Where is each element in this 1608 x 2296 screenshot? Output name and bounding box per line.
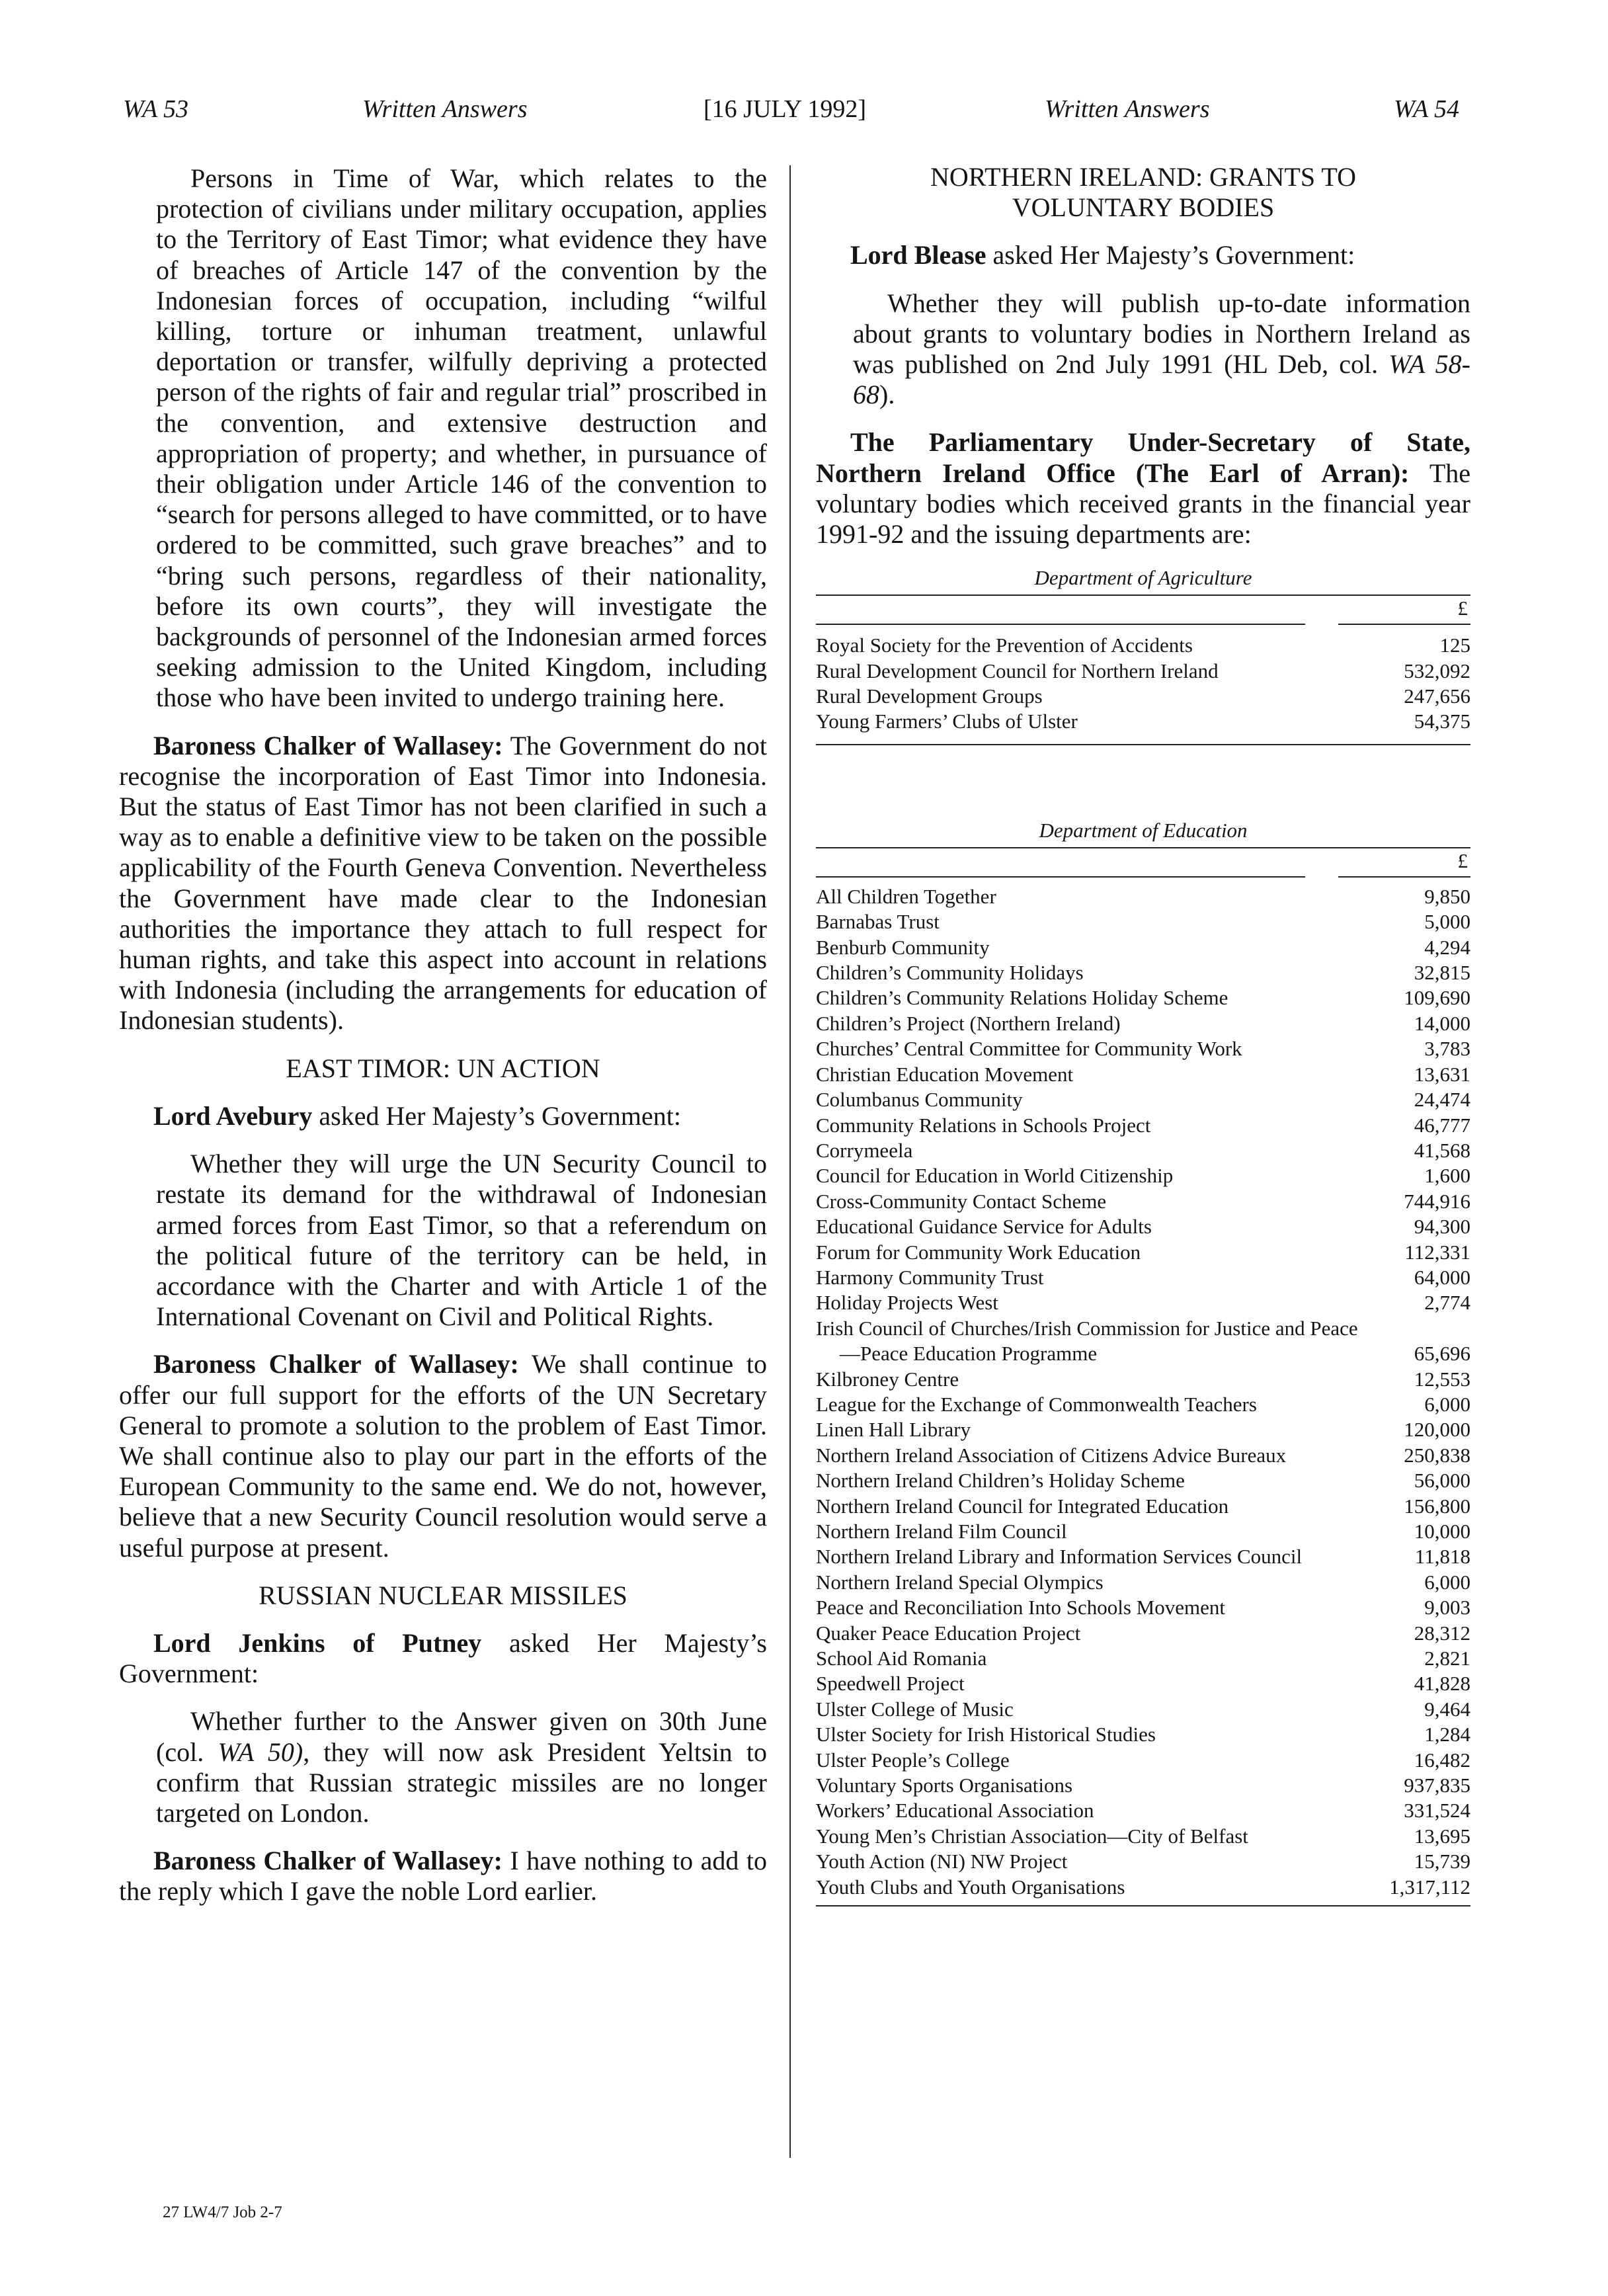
question-asker: Lord Avebury	[153, 1100, 313, 1131]
grant-body-name: Quaker Peace Education Project	[816, 1621, 1081, 1645]
answer-speaker: Baroness Chalker of Wallasey:	[153, 1349, 519, 1379]
table-row	[816, 1570, 1470, 1595]
grant-body-name: Peace and Reconciliation Into Schools Movement	[816, 1596, 1225, 1620]
right-running-title: Written Answers	[1045, 95, 1210, 123]
grant-amount: 94,300	[1414, 1215, 1470, 1239]
grant-body-name: Northern Ireland Special Olympics	[816, 1570, 1104, 1594]
table-row	[816, 684, 1470, 709]
table-row	[816, 884, 1470, 909]
answer-un-action	[119, 1349, 767, 1563]
table-row	[816, 1113, 1470, 1138]
grant-amount: 64,000	[1414, 1265, 1470, 1289]
grant-body-name: Voluntary Sports Organisations	[816, 1774, 1073, 1797]
grant-body-name: Children’s Community Relations Holiday Scheme	[816, 986, 1228, 1010]
table-row	[816, 1189, 1470, 1214]
grant-amount: 2,821	[1424, 1647, 1470, 1670]
grant-body-name: Children’s Community Holidays	[816, 961, 1084, 985]
table-row	[816, 1392, 1470, 1417]
answer-speaker: Baroness Chalker of Wallasey:	[153, 730, 503, 760]
table-row	[816, 960, 1470, 985]
table-caption: Department of Education	[1039, 818, 1248, 842]
question-text-part: Whether further to the Answer given on 30th June (col.	[156, 1706, 767, 1767]
grant-body-name: Ulster People’s College	[816, 1748, 1010, 1772]
question-text-jenkins	[119, 1706, 767, 1828]
grant-amount: 1,600	[1424, 1164, 1470, 1188]
heading-russian-nuclear-missiles: RUSSIAN NUCLEAR MISSILES	[259, 1580, 627, 1610]
left-page-number: WA 53	[123, 95, 189, 123]
question-text-avebury: Whether they will urge the UN Security Council to restate its demand for the withdrawal of Indonesian armed forces from East Timor, so that a referendum on the political future of the territory can be held, in accordance with the Charter and with Article 1 of the International Covenant on Civil and Political Rights.	[156, 1149, 767, 1332]
question-intro-blease	[816, 240, 1470, 270]
column-divider	[789, 165, 791, 2158]
table-row	[816, 1544, 1470, 1569]
table-row	[816, 1011, 1470, 1036]
answer-text: We shall continue to offer our full support for the efforts of the UN Secretary General to promote a solution to the problem of East Timor. We shall continue also to play our part in the efforts of the European Community to the same end. We do not, however, believe that a new Security Council resolution would serve a useful purpose at present.	[119, 1349, 767, 1563]
grant-body-name: Barnabas Trust	[816, 910, 940, 934]
table-row	[816, 1087, 1470, 1112]
grant-amount: 247,656	[1404, 684, 1470, 708]
table-row	[816, 1875, 1470, 1900]
grant-amount: 1,284	[1424, 1723, 1470, 1746]
grant-amount: 937,835	[1404, 1774, 1470, 1797]
table-row	[816, 1265, 1470, 1290]
left-running-title: Written Answers	[362, 95, 528, 123]
grant-amount: 13,631	[1414, 1062, 1470, 1086]
question-asker: Lord Jenkins of Putney	[153, 1627, 482, 1658]
grant-body-name: Ulster College of Music	[816, 1697, 1014, 1721]
table-row	[816, 1519, 1470, 1544]
grant-amount: 56,000	[1414, 1469, 1470, 1493]
table-row	[816, 1062, 1470, 1087]
grant-body-name: Speedwell Project	[816, 1672, 965, 1696]
grant-amount: 9,464	[1424, 1697, 1470, 1721]
grant-amount: 250,838	[1404, 1443, 1470, 1467]
grant-amount: 41,568	[1414, 1138, 1470, 1162]
answer-text: The voluntary bodies which received grants in the financial year 1991-92 and the issuing departments are:	[816, 458, 1471, 550]
grant-amount: 16,482	[1414, 1748, 1470, 1772]
grant-amount: 65,696	[1414, 1342, 1470, 1366]
table-row	[816, 1367, 1470, 1392]
table-row	[816, 1697, 1470, 1722]
grant-body-name: Benburb Community	[816, 935, 990, 959]
education-table	[816, 818, 1470, 1906]
grant-body-name: Ulster Society for Irish Historical Studies	[816, 1723, 1156, 1746]
table-row	[816, 1316, 1470, 1367]
grant-amount: 109,690	[1404, 986, 1470, 1010]
grant-body-name: Rural Development Groups	[816, 684, 1043, 708]
grant-body-name: Linen Hall Library	[816, 1418, 971, 1442]
grant-body-name: Columbanus Community	[816, 1088, 1023, 1112]
grant-amount: 12,553	[1414, 1367, 1470, 1391]
heading-east-timor-un-action: EAST TIMOR: UN ACTION	[286, 1053, 600, 1083]
answer-speaker: Baroness Chalker of Wallasey:	[153, 1846, 502, 1876]
grant-body-name: Kilbroney Centre	[816, 1367, 959, 1391]
question-intro-text: asked Her Majesty’s Government:	[986, 240, 1355, 270]
grant-amount: 24,474	[1414, 1088, 1470, 1112]
table-row	[816, 1773, 1470, 1798]
grant-body-name: School Aid Romania	[816, 1647, 987, 1670]
table-body	[816, 884, 1470, 1900]
grant-body-name: Council for Education in World Citizenship	[816, 1164, 1174, 1188]
question-intro-text: asked Her Majesty’s Government:	[119, 1627, 767, 1689]
answer-speaker: The Parliamentary Under-Secretary of State, Northern Ireland Office (The Earl of Arran):	[816, 427, 1470, 488]
grant-body-name: Young Men’s Christian Association—City of Belfast	[816, 1824, 1248, 1848]
table-row	[816, 985, 1470, 1010]
grant-body-name: Young Farmers’ Clubs of Ulster	[816, 710, 1078, 733]
grant-body-name: Educational Guidance Service for Adults	[816, 1215, 1152, 1239]
table-row	[816, 1443, 1470, 1468]
table-unit: £	[1457, 596, 1468, 620]
table-row	[816, 1214, 1470, 1239]
grant-body-name: Corrymeela	[816, 1138, 913, 1162]
grant-amount: 532,092	[1404, 659, 1470, 682]
table-row	[816, 659, 1470, 684]
grant-amount: 28,312	[1414, 1621, 1470, 1645]
question-text-part: Whether they will publish up-to-date information about grants to voluntary bodies in Northern Ireland as was published on 2nd July 1991 (HL Deb, col.	[853, 288, 1470, 380]
heading-ni-grants: NORTHERN IRELAND: GRANTS TO VOLUNTARY BODIES	[930, 162, 1356, 223]
grant-body-name: Youth Action (NI) NW Project	[816, 1850, 1068, 1873]
grant-body-name: Churches’ Central Committee for Community Work	[816, 1037, 1242, 1061]
table-row	[816, 909, 1470, 934]
table-row	[816, 633, 1470, 658]
table-row	[816, 1595, 1470, 1620]
table-row	[816, 1417, 1470, 1442]
grant-amount: 15,739	[1414, 1850, 1470, 1873]
table-row	[816, 1621, 1470, 1646]
table-row	[816, 1722, 1470, 1747]
table-row	[816, 1138, 1470, 1163]
grant-amount: 3,783	[1424, 1037, 1470, 1061]
grant-amount: 1,317,112	[1389, 1875, 1470, 1899]
table-caption: Department of Agriculture	[1034, 566, 1252, 590]
table-row	[816, 1798, 1470, 1823]
grant-body-name: All Children Together	[816, 884, 996, 908]
grant-body-name: Holiday Projects West	[816, 1291, 998, 1315]
table-row	[816, 1824, 1470, 1849]
grant-amount: 156,800	[1404, 1494, 1470, 1518]
grant-body-name: Northern Ireland Film Council	[816, 1520, 1067, 1543]
grant-amount: 331,524	[1404, 1799, 1470, 1823]
grant-amount: 9,850	[1424, 884, 1470, 908]
right-page-number: WA 54	[1394, 95, 1460, 123]
grant-body-name: Youth Clubs and Youth Organisations	[816, 1875, 1125, 1899]
answer-text: The Government do not recognise the incorporation of East Timor into Indonesia. But the status of East Timor has not been clarified in such a way as to enable a definitive view to be taken on the possible applicability of the Fourth Geneva Convention. Nevertheless the Government have made clear to the Indonesian authorities the importance they attach to full respect for human rights, and take this aspect into account in relations with Indonesia (including the arrangements for education of Indonesian students).	[119, 730, 767, 1036]
print-footer: 27 LW4/7 Job 2-7	[163, 2203, 282, 2221]
grant-amount: 54,375	[1414, 710, 1470, 733]
column-reference: WA 58-68	[853, 349, 1470, 410]
grant-amount: 120,000	[1404, 1418, 1470, 1442]
answer-east-timor-geneva	[119, 731, 767, 1036]
table-row	[816, 1290, 1470, 1315]
grant-amount: 4,294	[1424, 935, 1470, 959]
grant-amount: 10,000	[1414, 1520, 1470, 1543]
table-row	[816, 1036, 1470, 1061]
grant-amount: 112,331	[1404, 1240, 1470, 1264]
grant-amount: 744,916	[1404, 1189, 1470, 1213]
table-row	[816, 935, 1470, 960]
grant-amount: 32,815	[1414, 961, 1470, 985]
grant-amount: 41,828	[1414, 1672, 1470, 1696]
grant-amount: 5,000	[1424, 910, 1470, 934]
grant-body-name: Children’s Project (Northern Ireland)	[816, 1011, 1121, 1035]
answer-russian-missiles	[119, 1846, 767, 1906]
table-row	[816, 1494, 1470, 1519]
table-row	[816, 1163, 1470, 1188]
grant-amount: 6,000	[1424, 1392, 1470, 1416]
grant-body-name: Irish Council of Churches/Irish Commission for Justice and Peace—Peace Education Programme	[816, 1316, 1358, 1366]
question-intro-text: asked Her Majesty’s Government:	[312, 1100, 682, 1131]
grant-body-name: League for the Exchange of Commonwealth Teachers	[816, 1392, 1257, 1416]
page-date: [16 JULY 1992]	[704, 95, 866, 123]
table-row	[816, 1748, 1470, 1773]
grant-body-name: Rural Development Council for Northern Ireland	[816, 659, 1219, 682]
grant-body-name: Workers’ Educational Association	[816, 1799, 1094, 1823]
left-column	[119, 163, 767, 1907]
table-row	[816, 1468, 1470, 1493]
grant-body-name: Community Relations in Schools Project	[816, 1113, 1151, 1137]
grant-body-name: Northern Ireland Association of Citizens Advice Bureaux	[816, 1443, 1287, 1467]
grant-body-name: Cross-Community Contact Scheme	[816, 1189, 1107, 1213]
table-body	[816, 633, 1470, 735]
question-intro-avebury	[119, 1101, 767, 1131]
table-row	[816, 1671, 1470, 1696]
grant-amount: 13,695	[1414, 1824, 1470, 1848]
grant-amount: 9,003	[1424, 1596, 1470, 1620]
column-reference: WA 50)	[218, 1737, 303, 1767]
grant-body-name: Harmony Community Trust	[816, 1265, 1044, 1289]
agriculture-table	[816, 565, 1470, 745]
question-text-part: ).	[879, 380, 895, 410]
question-text-blease	[816, 288, 1470, 411]
table-row	[816, 1240, 1470, 1265]
grant-amount: 14,000	[1414, 1011, 1470, 1035]
grant-body-name: Northern Ireland Library and Information Services Council	[816, 1545, 1303, 1569]
grant-amount: 2,774	[1424, 1291, 1470, 1315]
question-text-part: , they will now ask President Yeltsin to confirm that Russian strategic missiles are no longer targeted on London.	[156, 1737, 768, 1828]
table-row	[816, 1646, 1470, 1671]
grant-amount: 6,000	[1424, 1570, 1470, 1594]
grant-body-name: Northern Ireland Council for Integrated Education	[816, 1494, 1229, 1518]
table-unit: £	[1457, 848, 1468, 872]
question-intro-jenkins	[119, 1628, 767, 1689]
grant-body-name: Royal Society for the Prevention of Accidents	[816, 634, 1193, 657]
answer-text: I have nothing to add to the reply which I gave the noble Lord earlier.	[119, 1846, 767, 1906]
question-continuation: Persons in Time of War, which relates to the protection of civilians under military occupation, applies to the Territory of East Timor; what evidence they have of breaches of Article 147 of the convention by the Indonesian forces of occupation, including “wilful killing, torture or inhuman treatment, unlawful deportation or transfer, wilfully depriving a protected person of the rights of fair and regular trial” proscribed in the convention, and extensive destruction and appropriation of property; and whether, in pursuance of their obligation under Article 146 of the convention to “search for persons alleged to have committed, or to have ordered to be committed, such grave breaches” and to “bring such persons, regardless of their nationality, before its own courts”, they will investigate the backgrounds of personnel of the Indonesian armed forces seeking admission to the United Kingdom, including those who have been invited to undergo training here.	[156, 163, 767, 713]
table-row	[816, 1849, 1470, 1874]
grant-amount: 125	[1439, 634, 1470, 657]
right-column	[816, 162, 1470, 1906]
question-asker: Lord Blease	[850, 240, 986, 270]
grant-body-name: Forum for Community Work Education	[816, 1240, 1141, 1264]
grant-amount: 11,818	[1414, 1545, 1470, 1569]
grant-body-name: Christian Education Movement	[816, 1062, 1074, 1086]
answer-ni-grants	[816, 427, 1470, 550]
table-row	[816, 709, 1470, 734]
grant-amount: 46,777	[1414, 1113, 1470, 1137]
grant-body-name: Northern Ireland Children’s Holiday Scheme	[816, 1469, 1185, 1493]
